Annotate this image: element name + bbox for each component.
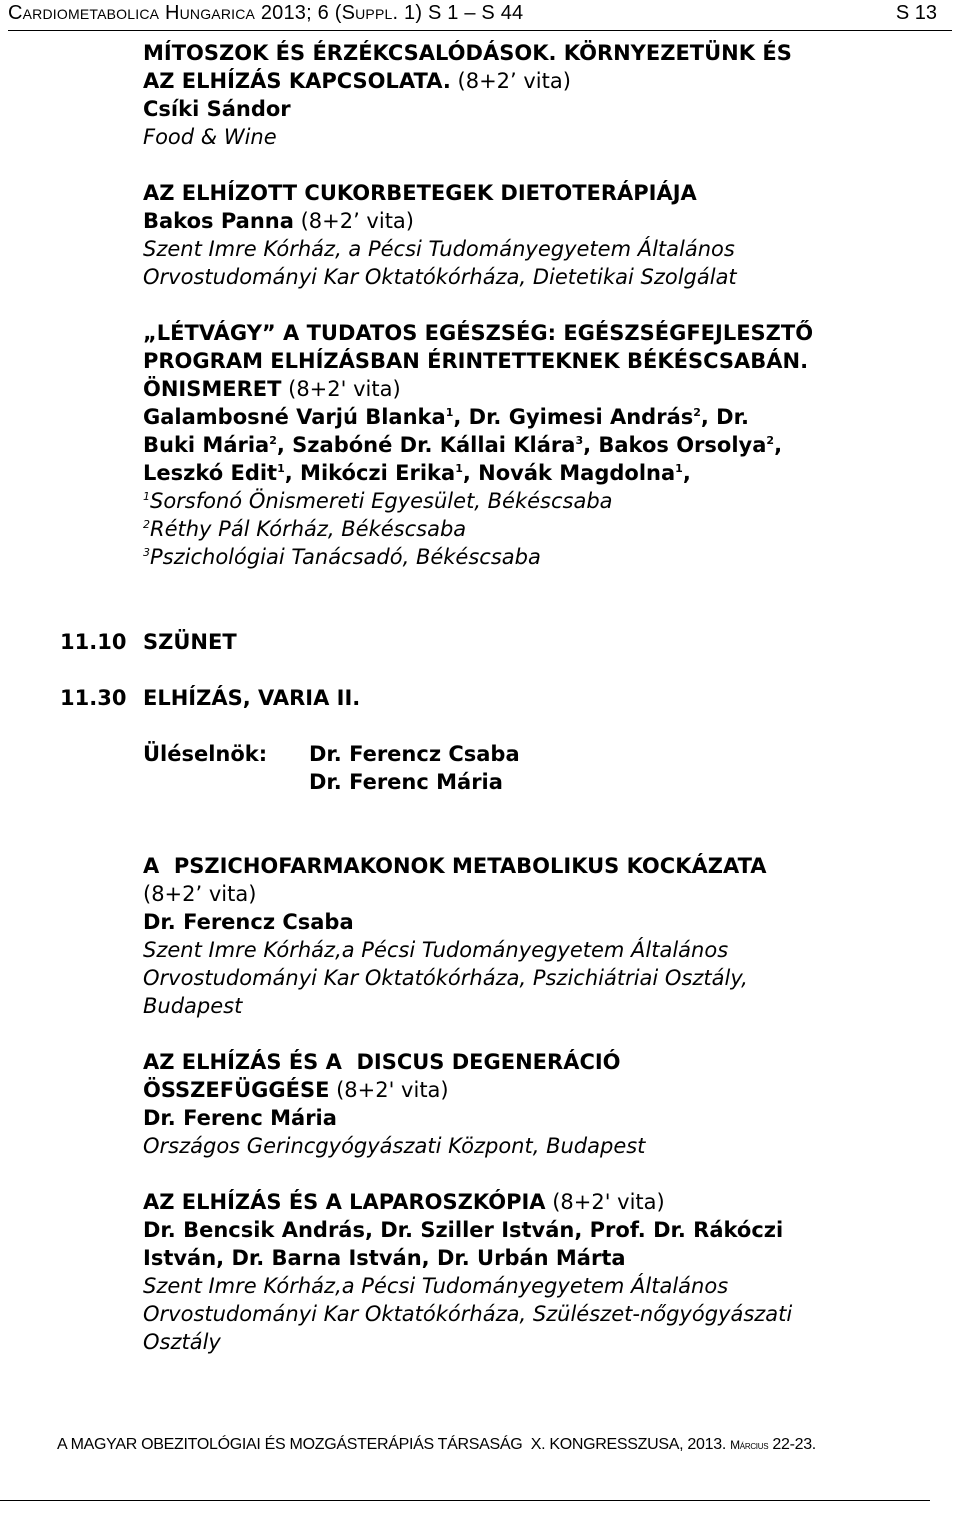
talk-affiliation: Orvostudományi Kar Oktatókórháza, Szülészet-nőgyógyászati [143,1302,793,1326]
talk-affiliation: $^1$Sorsfonó Önismereti Egyesület, Békéscsaba [143,489,613,513]
talk-duration: (8+2’ vita) [450,69,571,93]
footer-text: A MAGYAR OBEZITOLÓGIAI ÉS MOZGÁSTERÁPIÁS TÁRSASÁG X. KONGRESSZUSA, 2013. [57,1436,731,1453]
talk-affiliation: Országos Gerincgyógyászati Központ, Budapest [143,1134,646,1158]
page-footer [57,1436,816,1454]
talk-item [143,1048,890,1160]
talk-duration: (8+2’ vita) [293,209,414,233]
talk-author: Dr. Ferencz Csaba [143,910,354,934]
talk-affiliation: Szent Imre Kórház,a Pécsi Tudományegyetem Általános [143,938,729,962]
talk-title: ÖSSZEFÜGGÉSE [143,1078,330,1102]
journal-citation: Cardiometabolica Hungarica 2013; 6 (Suppl. 1) S 1 – S 44 [8,2,524,24]
talk-affiliation: $^2$Réthy Pál Kórház, Békéscsaba [143,517,467,541]
break-label: SZÜNET [143,630,237,654]
footer-month: Március [730,1438,769,1452]
page-number: S 13 [895,2,937,24]
talk-title: „LÉTVÁGY” A TUDATOS EGÉSZSÉG: EGÉSZSÉGFEJLESZTŐ [143,321,814,345]
talk-title: AZ ELHÍZÁS ÉS A DISCUS DEGENERÁCIÓ [143,1050,621,1074]
talk-item [143,179,890,291]
talk-authors: Leszkó Edit$^1$, Mikóczi Erika$^1$, Novák Magdolna$^1$, [143,461,691,485]
talk-authors: Buki Mária$^2$, Szabóné Dr. Kállai Klára$^3$, Bakos Orsolya$^2$, [143,433,783,457]
talk-affiliation: $^3$Pszichológiai Tanácsadó, Békéscsaba [143,545,541,569]
talk-item [143,319,890,571]
session-time: 11.30 [60,686,127,710]
talk-title: MÍTOSZOK ÉS ÉRZÉKCSALÓDÁSOK. KÖRNYEZETÜNK ÉS [143,41,792,65]
talk-authors: Dr. Bencsik András, Dr. Sziller István, Prof. Dr. Rákóczi [143,1218,784,1242]
talk-title: PROGRAM ELHÍZÁSBAN ÉRINTETTEKNEK BÉKÉSCSABÁN. [143,349,809,373]
talk-authors: Galambosné Varjú Blanka$^1$, Dr. Gyimesi András$^2$, Dr. [143,405,749,429]
talk-duration: (8+2' vita) [329,1078,449,1102]
talk-affiliation: Osztály [143,1330,221,1354]
talk-affiliation: Food & Wine [143,125,277,149]
talk-duration: (8+2’ vita) [143,882,257,906]
session-title: ELHÍZÁS, VARIA II. [143,686,361,710]
running-header [8,0,952,31]
talk-author: Bakos Panna [143,209,294,233]
talk-author: Dr. Ferenc Mária [143,1106,337,1130]
talk-title: AZ ELHÍZÁS KAPCSOLATA. [143,69,451,93]
talk-title: AZ ELHÍZOTT CUKORBETEGEK DIETOTERÁPIÁJA [143,181,697,205]
talk-author: Csíki Sándor [143,97,291,121]
talk-affiliation: Szent Imre Kórház,a Pécsi Tudományegyetem Általános [143,1274,729,1298]
talk-item [143,39,890,151]
break-time: 11.10 [60,630,127,654]
footer-days: 22-23. [768,1436,816,1453]
talk-item [143,1188,890,1356]
chairs-label: Üléselnök: [143,742,268,766]
talk-title: A PSZICHOFARMAKONOK METABOLIKUS KOCKÁZATA [143,854,767,878]
talk-duration: (8+2' vita) [545,1190,665,1214]
talk-duration: (8+2' vita) [281,377,401,401]
talk-affiliation: Orvostudományi Kar Oktatókórháza, Pszichiátriai Osztály, [143,966,748,990]
talk-affiliation: Orvostudományi Kar Oktatókórháza, Dietetikai Szolgálat [143,265,737,289]
footer-rule [0,1500,930,1501]
talk-authors: István, Dr. Barna István, Dr. Urbán Márta [143,1246,626,1270]
talk-affiliation: Szent Imre Kórház, a Pécsi Tudományegyetem Általános [143,237,735,261]
talk-title: AZ ELHÍZÁS ÉS A LAPAROSZKÓPIA [143,1190,546,1214]
chair-name: Dr. Ferenc Mária [309,770,503,794]
talk-affiliation: Budapest [143,994,243,1018]
talk-item [143,852,890,1020]
chair-name: Dr. Ferencz Csaba [309,742,520,766]
talk-title: ÖNISMERET [143,377,282,401]
